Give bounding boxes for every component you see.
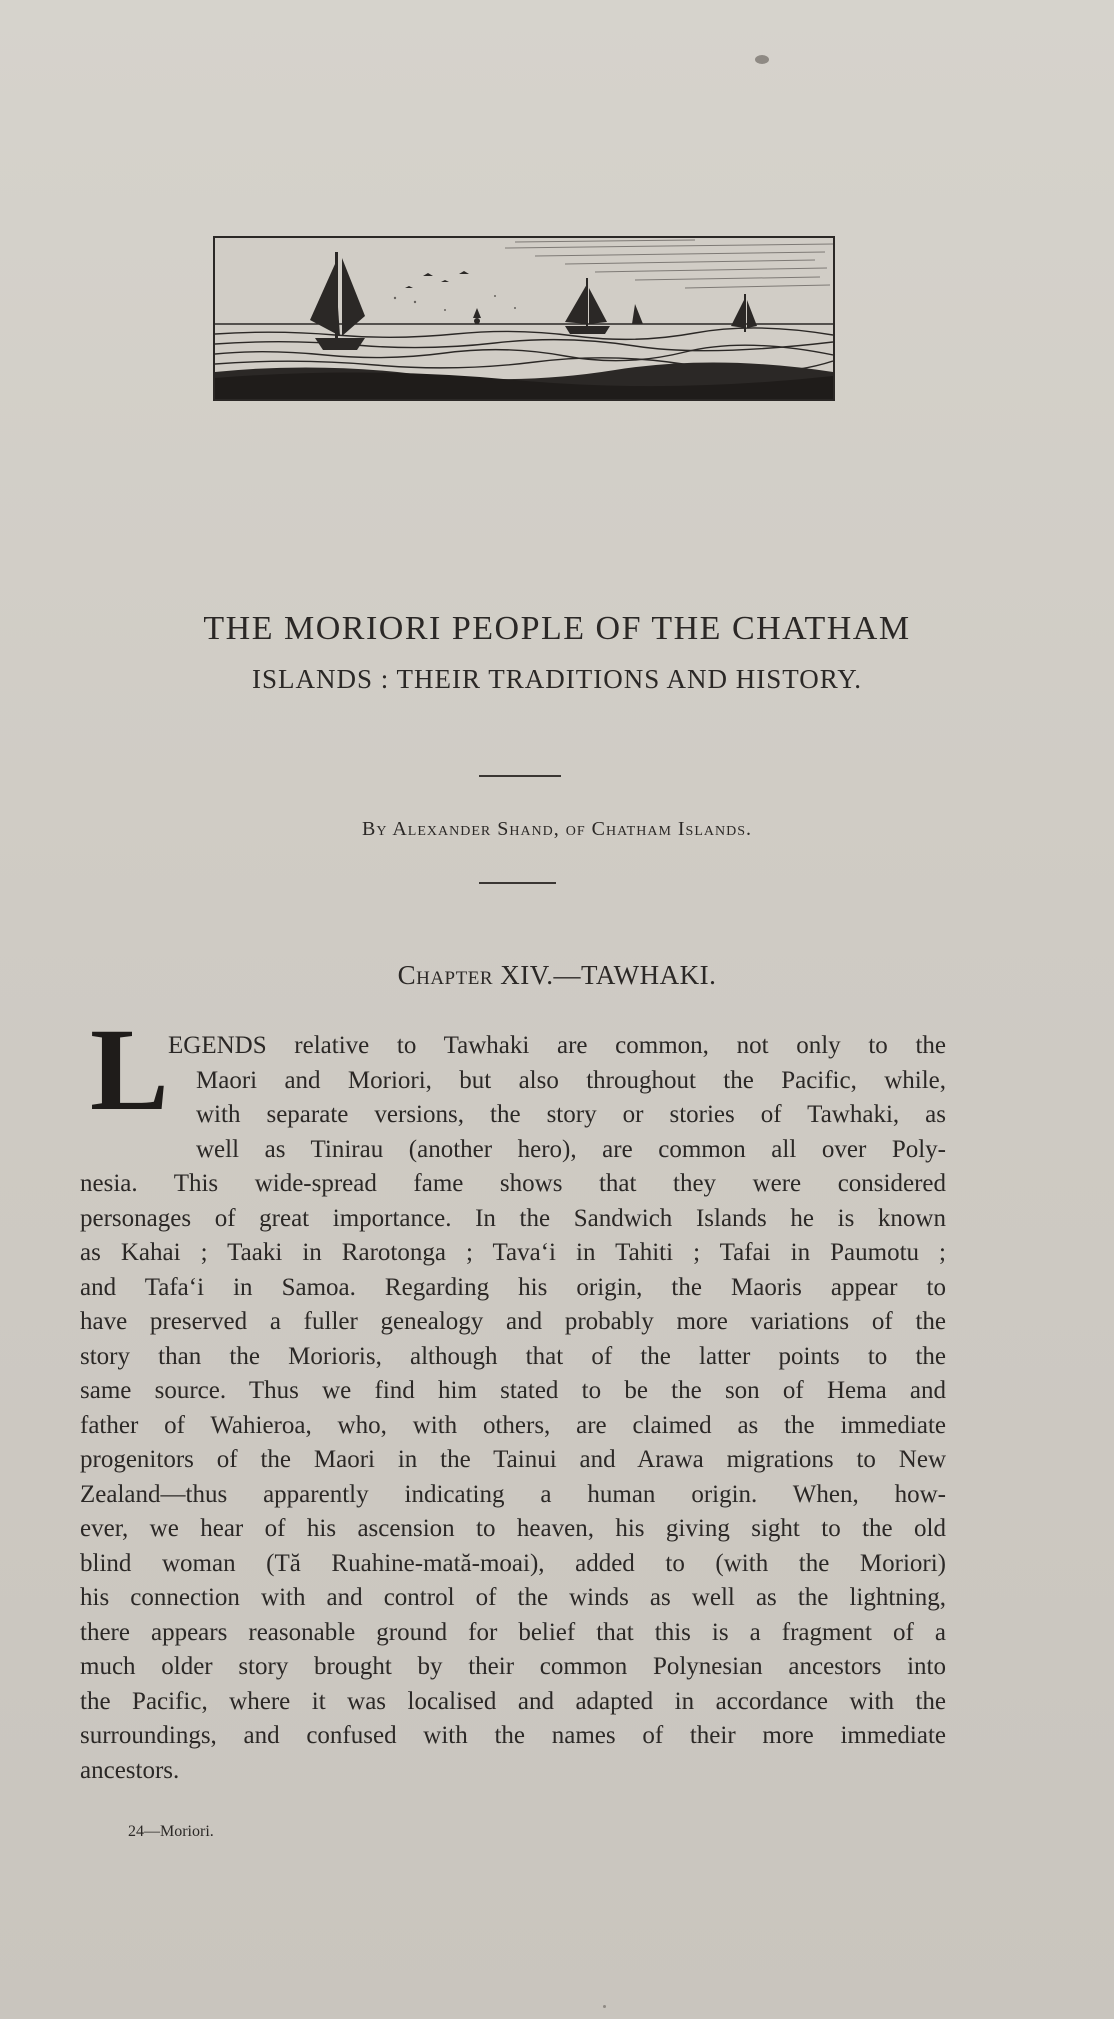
article-title-line-2: ISLANDS : THEIR TRADITIONS AND HISTORY. (251, 664, 863, 694)
paragraph-line: Zealand—thus apparently indicating a human origin. When, how- (80, 1480, 946, 1508)
paragraph-line: blind woman (Tă Ruahine-mată-moai), added to (with the Moriori) (80, 1549, 946, 1577)
paragraph-line: personages of great importance. In the Sandwich Islands he is known (80, 1204, 946, 1232)
paragraph-line: ancestors. (80, 1756, 180, 1784)
paragraph-line: with separate versions, the story or stories of Tawhaki, as (196, 1101, 946, 1128)
paragraph-line: story than the Morioris, although that of the latter points to the (80, 1342, 946, 1370)
paragraph-line: the Pacific, where it was localised and adapted in accordance with the (80, 1687, 946, 1715)
paragraph-line: Maori and Moriori, but also throughout the Pacific, while, (196, 1066, 946, 1094)
paragraph-line: surroundings, and confused with the names of their more immediate (80, 1722, 946, 1749)
paper-speck (755, 55, 769, 64)
paragraph-line: there appears reasonable ground for belief that this is a fragment of a (80, 1618, 946, 1646)
seascape-illustration (215, 238, 833, 399)
paragraph-line: same source. Thus we find him stated to be the son of Hema and (80, 1377, 946, 1404)
drop-cap: L (90, 1004, 169, 1135)
paragraph-line: nesia. This wide-spread fame shows that they were considered (80, 1170, 946, 1197)
paragraph-line: much older story brought by their common Polynesian ancestors into (80, 1653, 946, 1680)
seascape-engraving (213, 236, 835, 401)
author-byline: By Alexander Shand, of Chatham Islands. (361, 818, 753, 840)
chapter-title: XIV.—TAWHAKI. (500, 960, 717, 990)
paragraph-line: EGENDS relative to Tawhaki are common, not only to the (168, 1032, 946, 1059)
paragraph-line: progenitors of the Maori in the Tainui and Arawa migrations to New (80, 1446, 946, 1473)
divider-rule (479, 775, 561, 777)
paragraph-line: ever, we hear of his ascension to heaven, his giving sight to the old (80, 1515, 946, 1542)
paragraph-line: well as Tinirau (another hero), are common all over Poly- (196, 1135, 946, 1163)
paragraph-line: as Kahai ; Taaki in Rarotonga ; Tava‘i in Tahiti ; Tafai in Paumotu ; (80, 1239, 946, 1266)
paper-speck (603, 2005, 606, 2008)
signature-mark: 24—Moriori. (128, 1823, 214, 1840)
chapter-heading (0, 960, 1114, 991)
divider-rule (479, 882, 556, 884)
chapter-label: Chapter (397, 960, 493, 990)
paragraph-line: his connection with and control of the winds as well as the lightning, (80, 1584, 946, 1611)
paragraph-line: have preserved a fuller genealogy and probably more variations of the (80, 1308, 946, 1335)
article-title-line-1: THE MORIORI PEOPLE OF THE CHATHAM (203, 610, 911, 647)
paragraph-line: and Tafa‘i in Samoa. Regarding his origin, the Maoris appear to (80, 1273, 946, 1301)
paragraph-line: father of Wahieroa, who, with others, are claimed as the immediate (80, 1411, 946, 1439)
